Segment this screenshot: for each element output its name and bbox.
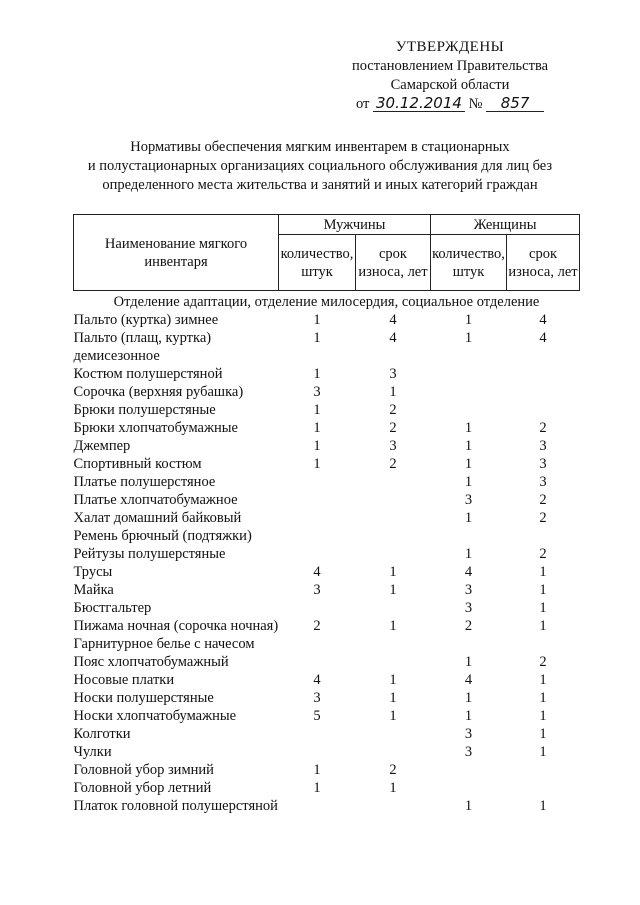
table-row — [74, 365, 580, 383]
men-wear: 2 — [389, 762, 397, 778]
table-row — [74, 311, 580, 329]
men-wear: 1 — [389, 708, 397, 724]
header-men: Мужчины — [279, 215, 431, 235]
men-wear — [356, 491, 431, 509]
men-wear: 1 — [389, 564, 397, 580]
table-body — [74, 291, 580, 816]
date-prefix: от — [355, 96, 370, 112]
table-row — [74, 797, 580, 815]
women-quantity: 1 — [464, 420, 473, 436]
women-quantity — [431, 761, 507, 779]
women-wear: 2 — [539, 546, 547, 562]
women-wear: 1 — [539, 564, 547, 580]
women-wear: 1 — [539, 582, 547, 598]
table-row — [74, 635, 580, 653]
men-wear: 2 — [389, 402, 397, 418]
table-row — [74, 401, 580, 419]
men-wear — [356, 509, 431, 527]
table-row — [74, 671, 580, 689]
item-name: Брюки хлопчатобумажные — [73, 420, 238, 436]
men-quantity: 1 — [313, 330, 321, 346]
header-women-quantity: количество, штук — [431, 235, 507, 291]
approval-heading: УТВЕРЖДЕНЫ — [395, 39, 505, 55]
women-wear — [507, 401, 580, 419]
women-wear: 4 — [539, 330, 547, 346]
men-quantity: 2 — [313, 618, 321, 634]
women-quantity: 1 — [464, 654, 473, 670]
women-quantity — [431, 779, 507, 797]
women-wear: 1 — [539, 744, 547, 760]
approval-date: 30.12.2014 — [373, 95, 465, 112]
table-row — [74, 599, 580, 617]
men-quantity: 3 — [313, 690, 321, 706]
women-wear: 1 — [539, 618, 547, 634]
item-name: Платье хлопчатобумажное — [73, 492, 238, 508]
men-quantity — [279, 743, 356, 761]
table-row — [74, 437, 580, 455]
table-row — [74, 455, 580, 473]
item-name: Сорочка (верхняя рубашка) — [73, 384, 244, 400]
women-wear: 3 — [539, 438, 547, 454]
men-quantity — [279, 545, 356, 563]
item-name: Носовые платки — [73, 672, 175, 688]
table-row — [74, 761, 580, 779]
item-name: Майка — [73, 582, 114, 598]
women-quantity: 3 — [464, 582, 473, 598]
women-quantity: 4 — [464, 564, 473, 580]
men-wear: 2 — [389, 456, 397, 472]
men-quantity — [279, 635, 356, 653]
men-wear: 4 — [389, 312, 397, 328]
men-wear — [356, 545, 431, 563]
men-wear: 1 — [389, 780, 397, 796]
header-item: Наименование мягкого инвентаря — [74, 215, 279, 291]
women-quantity — [431, 401, 507, 419]
men-quantity — [279, 725, 356, 743]
women-wear: 3 — [539, 474, 547, 490]
women-quantity: 1 — [464, 474, 473, 490]
men-quantity: 1 — [313, 420, 321, 436]
table-row — [74, 563, 580, 581]
approval-date-line — [330, 95, 570, 114]
table-row — [74, 725, 580, 743]
table-row — [74, 491, 580, 509]
men-quantity: 4 — [313, 672, 321, 688]
men-quantity: 1 — [313, 366, 321, 382]
women-quantity: 3 — [464, 600, 473, 616]
item-name: Пижама ночная (сорочка ночная) — [73, 618, 279, 634]
women-quantity: 2 — [464, 618, 473, 634]
item-name: Чулки — [73, 744, 112, 760]
men-quantity: 1 — [313, 312, 321, 328]
men-quantity: 1 — [313, 402, 321, 418]
women-wear — [507, 635, 580, 653]
men-quantity: 4 — [313, 564, 321, 580]
item-name: Носки полушерстяные — [73, 690, 214, 706]
men-wear — [356, 743, 431, 761]
men-quantity: 5 — [313, 708, 321, 724]
men-wear: 1 — [389, 384, 397, 400]
women-quantity: 1 — [464, 330, 473, 346]
women-quantity: 3 — [464, 492, 473, 508]
men-wear — [356, 635, 431, 653]
table-row — [74, 473, 580, 491]
women-quantity: 1 — [464, 708, 473, 724]
women-wear: 1 — [539, 798, 547, 814]
women-wear: 1 — [539, 600, 547, 616]
table-row — [74, 527, 580, 545]
table-row — [74, 653, 580, 671]
item-name: Колготки — [73, 726, 131, 742]
men-wear: 3 — [389, 438, 397, 454]
women-wear: 1 — [539, 708, 547, 724]
item-name: Костюм полушерстяной — [73, 366, 223, 382]
men-quantity: 1 — [313, 456, 321, 472]
section-heading: Отделение адаптации, отделение милосердия, социальное отделение — [113, 294, 540, 310]
men-quantity: 3 — [313, 582, 321, 598]
men-quantity — [279, 797, 356, 815]
men-wear — [356, 527, 431, 545]
title-line-3: определенного места жительства и занятий и иных категорий граждан — [102, 177, 538, 193]
item-name: Платье полушерстяное — [73, 474, 216, 490]
women-wear: 1 — [539, 672, 547, 688]
item-name: Спортивный костюм — [73, 456, 202, 472]
women-quantity: 1 — [464, 546, 473, 562]
men-wear: 3 — [389, 366, 397, 382]
men-wear: 4 — [389, 330, 397, 346]
header-women-wear: срок износа, лет — [507, 235, 580, 291]
men-wear — [356, 797, 431, 815]
item-name: Пояс хлопчатобумажный — [73, 654, 229, 670]
women-quantity: 1 — [464, 690, 473, 706]
women-wear — [507, 383, 580, 401]
men-quantity — [279, 509, 356, 527]
men-quantity: 1 — [313, 780, 321, 796]
women-wear — [507, 779, 580, 797]
women-quantity — [431, 635, 507, 653]
men-wear: 1 — [389, 690, 397, 706]
item-name: Бюстгальтер — [73, 600, 152, 616]
men-wear — [356, 473, 431, 491]
women-wear — [507, 761, 580, 779]
item-name: Пальто (плащ, куртка) демисезонное — [73, 330, 212, 364]
item-name: Трусы — [73, 564, 113, 580]
women-wear: 1 — [539, 690, 547, 706]
men-quantity — [279, 473, 356, 491]
table-row — [74, 689, 580, 707]
men-wear: 1 — [389, 672, 397, 688]
item-name: Джемпер — [73, 438, 131, 454]
item-name: Головной убор зимний — [73, 762, 214, 778]
women-quantity: 1 — [464, 438, 473, 454]
norms-table — [73, 214, 580, 815]
women-quantity: 1 — [464, 312, 473, 328]
item-name: Рейтузы полушерстяные — [73, 546, 226, 562]
women-quantity: 3 — [464, 726, 473, 742]
approval-block — [330, 38, 570, 114]
table-row — [74, 581, 580, 599]
men-wear: 1 — [389, 618, 397, 634]
item-name: Платок головной полушерстяной — [73, 798, 278, 814]
item-name: Халат домашний байковый — [73, 510, 242, 526]
women-wear: 1 — [539, 726, 547, 742]
women-wear: 2 — [539, 492, 547, 508]
men-quantity — [279, 491, 356, 509]
table-row — [74, 779, 580, 797]
item-name: Пальто (куртка) зимнее — [73, 312, 219, 328]
table-row — [74, 617, 580, 635]
women-quantity — [431, 365, 507, 383]
table-row — [74, 509, 580, 527]
table-row — [74, 707, 580, 725]
men-wear — [356, 599, 431, 617]
women-quantity — [431, 527, 507, 545]
header-men-wear: срок износа, лет — [356, 235, 431, 291]
women-quantity: 1 — [464, 510, 473, 526]
table-row — [74, 419, 580, 437]
table-row — [74, 329, 580, 365]
women-wear — [507, 365, 580, 383]
women-quantity: 3 — [464, 744, 473, 760]
men-quantity — [279, 527, 356, 545]
item-name: Ремень брючный (подтяжки) — [73, 528, 252, 544]
approval-number: 857 — [486, 95, 544, 112]
header-women: Женщины — [431, 215, 580, 235]
title-line-2: и полустационарных организациях социального обслуживания для лиц без — [87, 158, 553, 174]
men-quantity: 1 — [313, 438, 321, 454]
women-quantity: 4 — [464, 672, 473, 688]
women-wear — [507, 527, 580, 545]
men-quantity — [279, 599, 356, 617]
men-wear — [356, 653, 431, 671]
men-wear: 2 — [389, 420, 397, 436]
women-quantity: 1 — [464, 798, 473, 814]
men-quantity: 1 — [313, 762, 321, 778]
women-quantity — [431, 383, 507, 401]
item-name: Носки хлопчатобумажные — [73, 708, 237, 724]
women-wear: 3 — [539, 456, 547, 472]
document-title — [60, 138, 580, 195]
women-wear: 4 — [539, 312, 547, 328]
women-wear: 2 — [539, 654, 547, 670]
women-wear: 2 — [539, 510, 547, 526]
table-row — [74, 545, 580, 563]
approval-line-2: Самарской области — [390, 77, 510, 93]
men-wear: 1 — [389, 582, 397, 598]
table-header — [74, 215, 580, 291]
table-row — [74, 743, 580, 761]
approval-line-1: постановлением Правительства — [351, 58, 549, 74]
header-men-quantity: количество, штук — [279, 235, 356, 291]
item-name: Головной убор летний — [73, 780, 212, 796]
item-name: Брюки полушерстяные — [73, 402, 216, 418]
men-wear — [356, 725, 431, 743]
table-row — [74, 383, 580, 401]
item-name: Гарнитурное белье с начесом — [73, 636, 255, 652]
men-quantity — [279, 653, 356, 671]
men-quantity: 3 — [313, 384, 321, 400]
number-prefix: № — [468, 96, 483, 112]
women-wear: 2 — [539, 420, 547, 436]
title-line-1: Нормативы обеспечения мягким инвентарем в стационарных — [130, 139, 510, 155]
women-quantity: 1 — [464, 456, 473, 472]
